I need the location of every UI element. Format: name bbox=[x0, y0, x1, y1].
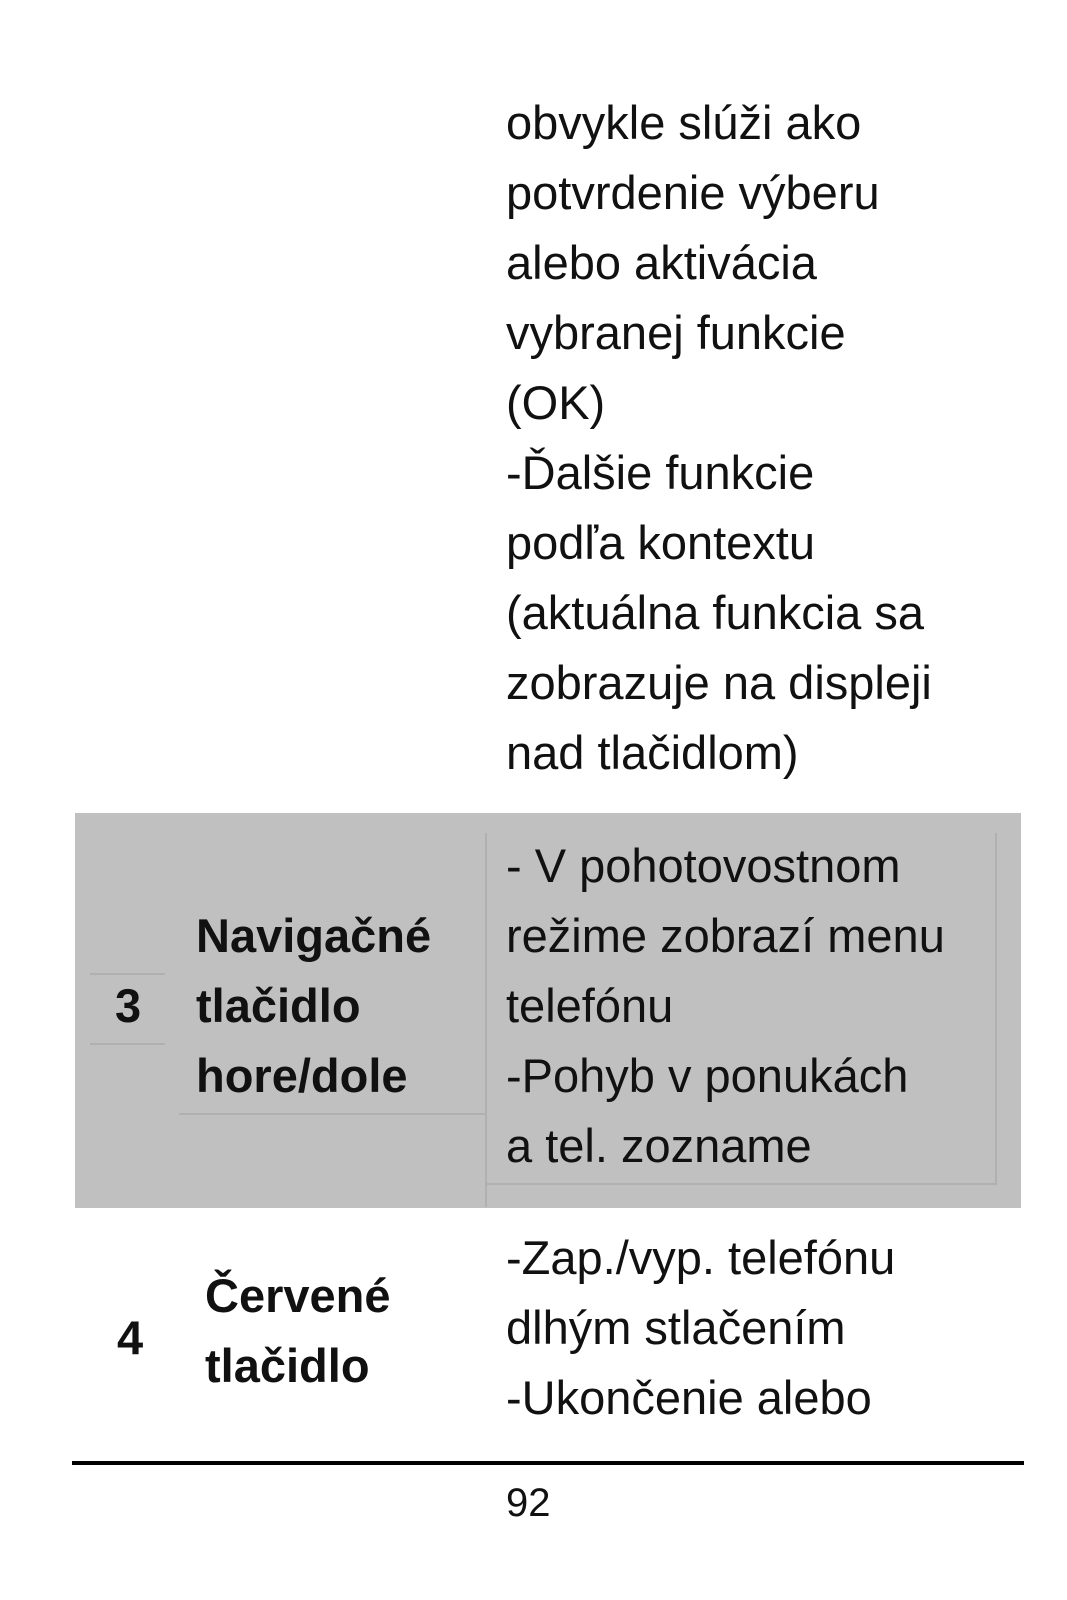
cell-border bbox=[90, 1043, 165, 1045]
table-row bbox=[75, 1208, 1021, 1461]
footer-divider bbox=[72, 1461, 1024, 1465]
cell-border bbox=[179, 1113, 485, 1115]
key-name: Navigačné tlačidlo hore/dole bbox=[196, 909, 432, 1102]
table-row bbox=[75, 813, 1021, 1208]
cell-border bbox=[487, 1183, 997, 1185]
cell-border bbox=[995, 833, 997, 1183]
page-number: 92 bbox=[506, 1481, 551, 1525]
continuation-description: obvykle slúži ako potvrdenie výberu alebo aktivácia vybranej funkcie (OK) -Ďalšie funkcie podľa kontextu (aktuálna funkcia sa zobrazuje na displeji nad tlačidlom) bbox=[506, 96, 932, 779]
cell-border bbox=[485, 833, 487, 1207]
row-number: 3 bbox=[115, 979, 142, 1032]
key-name: Červené tlačidlo bbox=[205, 1269, 391, 1392]
key-description: - V pohotovostnom režime zobrazí menu telefónu -Pohyb v ponukách a tel. zozname bbox=[506, 839, 945, 1172]
key-description: -Zap./vyp. telefónu dlhým stlačením -Ukončenie alebo bbox=[506, 1231, 896, 1424]
row-number: 4 bbox=[117, 1311, 144, 1364]
